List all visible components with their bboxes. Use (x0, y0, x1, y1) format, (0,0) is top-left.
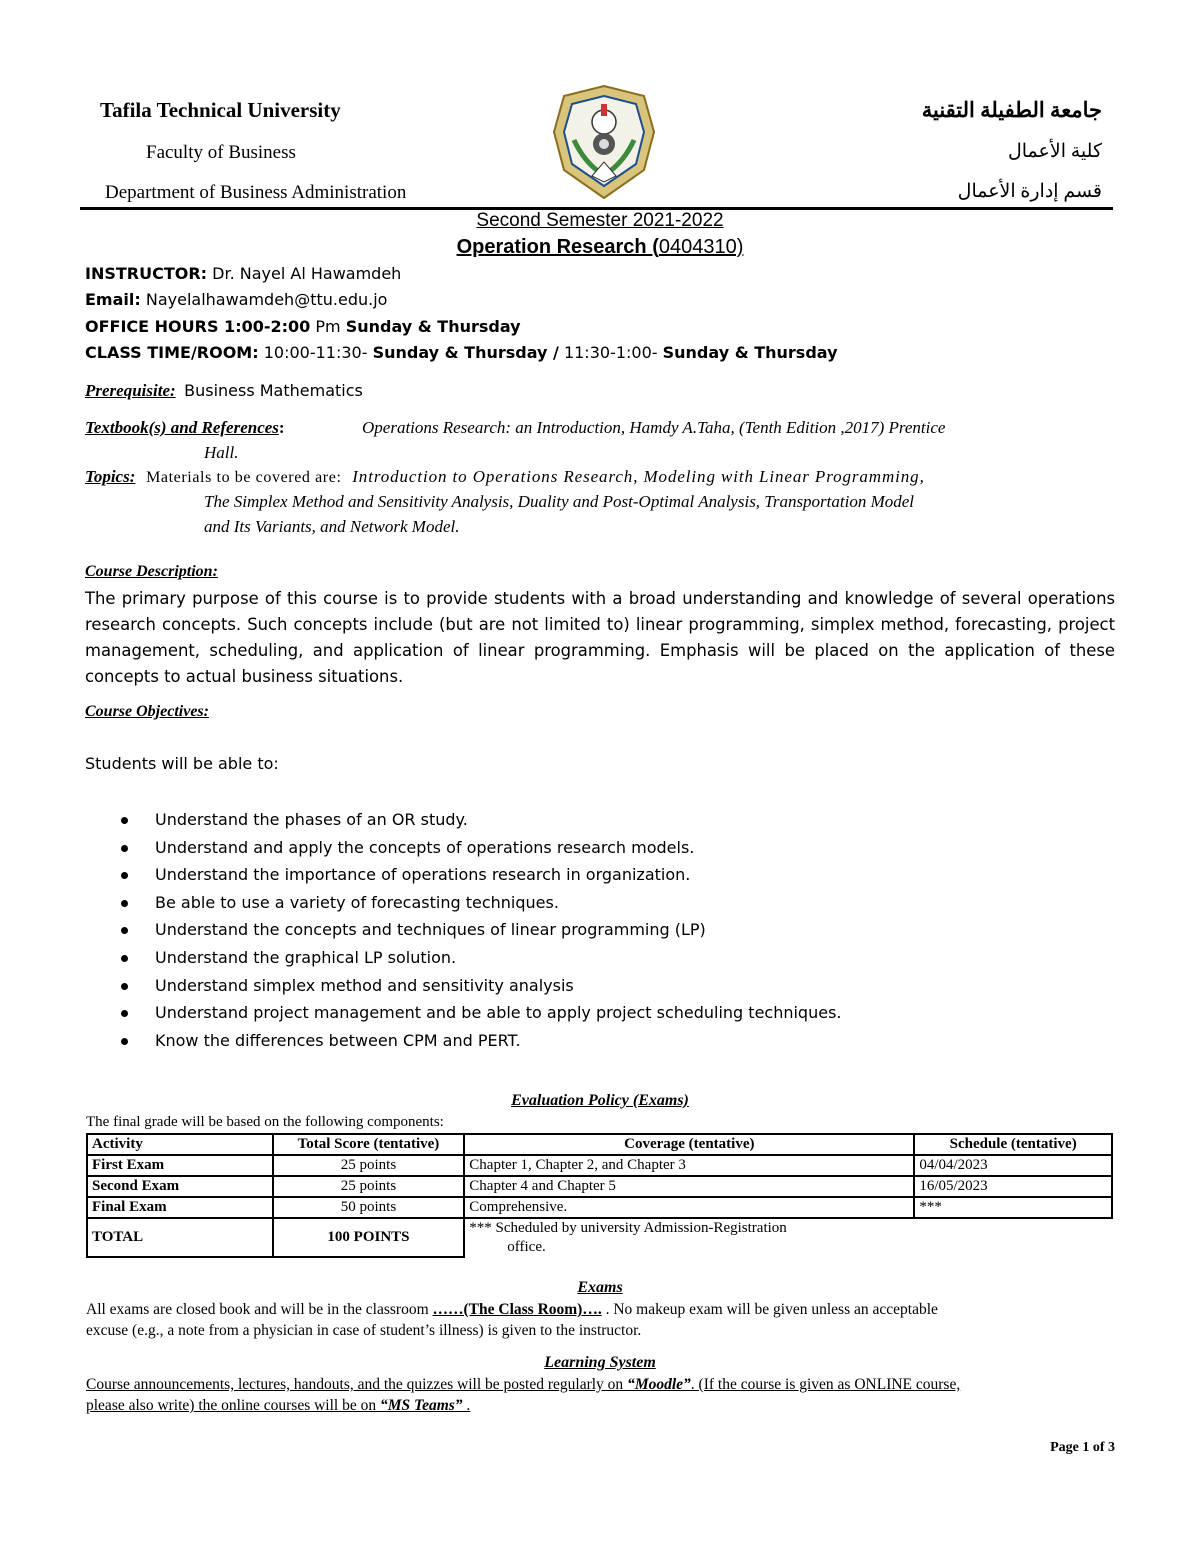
objective-text: Understand the phases of an OR study. (155, 810, 468, 829)
topics-text-1: Introduction to Operations Research, Modeling with Linear Programming, (352, 467, 925, 486)
bullet-icon (121, 955, 128, 962)
table-header: Total Score (tentative) (273, 1134, 465, 1155)
evaluation-heading: Evaluation Policy (Exams) (511, 1092, 689, 1109)
topics-intro: Materials to be covered are: (146, 469, 342, 486)
table-cell: 25 points (273, 1155, 465, 1176)
class-time-2: 11:30-1:00- (558, 343, 663, 362)
page-number: Page 1 of 3 (1050, 1440, 1115, 1455)
instructor-line (85, 264, 401, 283)
class-time-line (85, 343, 838, 362)
learning-text-end: . (462, 1397, 471, 1414)
office-hours-line (85, 317, 521, 336)
table-cell: *** (914, 1197, 1112, 1218)
semester: Second Semester 2021-2022 (476, 210, 724, 231)
exams-text-after: . No makeup exam will be given unless an acceptable (601, 1301, 938, 1318)
course-name: Operation Research ( (456, 236, 659, 258)
table-header-row (87, 1134, 1112, 1155)
table-cell: First Exam (87, 1155, 273, 1176)
objectives-list (105, 806, 842, 1054)
table-cell: Final Exam (87, 1197, 273, 1218)
exams-heading: Exams (577, 1279, 623, 1296)
textbook-line-1: Operations Research: an Introduction, Hamdy A.Taha, (Tenth Edition ,2017) Prentice (362, 418, 946, 437)
office-hours-days: Sunday & Thursday (345, 317, 521, 336)
list-item (105, 834, 842, 862)
table-row (87, 1197, 1112, 1218)
topics-label: Topics: (85, 467, 136, 486)
university-name-ar: جامعة الطفيلة التقنية (921, 98, 1102, 122)
table-cell: Second Exam (87, 1176, 273, 1197)
topics-text-3: and Its Variants, and Network Model. (204, 517, 460, 536)
bullet-icon (121, 927, 128, 934)
objective-text: Be able to use a variety of forecasting techniques. (155, 892, 559, 912)
university-name-en: Tafila Technical University (100, 98, 341, 122)
email-label: Email: (85, 290, 141, 309)
table-header: Activity (87, 1134, 273, 1155)
department-name-ar: قسم إدارة الأعمال (957, 181, 1102, 202)
total-value: 100 POINTS (273, 1218, 465, 1257)
table-row (87, 1155, 1112, 1176)
bullet-icon (121, 872, 128, 879)
topics-line-1 (85, 467, 925, 487)
evaluation-intro: The final grade will be based on the following components: (86, 1114, 444, 1130)
table-cell: 16/05/2023 (914, 1176, 1112, 1197)
list-item (105, 999, 842, 1027)
table-row (87, 1218, 1112, 1257)
bullet-icon (121, 817, 128, 824)
objective-text: Understand the importance of operations research in organization. (155, 865, 691, 885)
class-days-1: Sunday & Thursday / (372, 343, 559, 362)
learning-moodle: “Moodle” (627, 1376, 691, 1393)
table-cell: 04/04/2023 (914, 1155, 1112, 1176)
office-hours-label: OFFICE HOURS 1:00-2:00 (85, 317, 311, 336)
prerequisite-value: Business Mathematics (184, 381, 363, 400)
learning-heading: Learning System (544, 1354, 656, 1371)
university-logo-icon (544, 82, 664, 202)
bullet-icon (121, 845, 128, 852)
instructor-value: Dr. Nayel Al Hawamdeh (207, 264, 402, 283)
bullet-icon (121, 983, 128, 990)
class-time-1: 10:00-11:30- (258, 343, 373, 362)
department-name-en: Department of Business Administration (105, 182, 407, 203)
prerequisite-line (85, 381, 363, 401)
table-cell: Comprehensive. (464, 1197, 914, 1218)
objective-text: Know the differences between CPM and PERT. (155, 1030, 521, 1050)
list-item (105, 889, 842, 917)
learning-text: Course announcements, lectures, handouts, and the quizzes will be posted regularly on (86, 1376, 628, 1393)
exams-line-2: excuse (e.g., a note from a physician in case of student’s illness) is given to the instructor. (86, 1322, 642, 1339)
textbook-colon: : (278, 418, 285, 437)
exams-room: ……(The Class Room)…. (432, 1301, 602, 1318)
total-label: TOTAL (87, 1218, 273, 1257)
table-cell: Chapter 1, Chapter 2, and Chapter 3 (464, 1155, 914, 1176)
learning-text-after: . (If the course is given as ONLINE course, (690, 1376, 961, 1393)
email-line (85, 290, 387, 309)
objective-text: Understand and apply the concepts of operations research models. (155, 837, 695, 857)
empty-cell (914, 1218, 1112, 1257)
bullet-icon (121, 1010, 128, 1017)
email-value: Nayelalhawamdeh@ttu.edu.jo (140, 290, 388, 309)
objective-text: Understand the graphical LP solution. (155, 947, 457, 967)
objective-text: Understand the concepts and techniques of linear programming (LP) (155, 920, 706, 940)
prerequisite-label: Prerequisite: (85, 381, 176, 400)
class-time-label: CLASS TIME/ROOM: (85, 343, 259, 362)
table-header: Schedule (tentative) (914, 1134, 1112, 1155)
exams-line-1 (86, 1301, 938, 1319)
instructor-label: INSTRUCTOR: (85, 264, 208, 283)
faculty-name-ar: كلية الأعمال (1007, 141, 1102, 162)
faculty-name-en: Faculty of Business (146, 142, 296, 163)
objectives-heading: Course Objectives: (85, 703, 209, 720)
bullet-icon (121, 1038, 128, 1045)
list-item (105, 972, 842, 1000)
description-text: The primary purpose of this course is to provide students with a broad understanding and knowledge of several operations research concepts. Such concepts include (but are not limited to) linear programming, simplex method, forecasting, project management, scheduling, and application of linear programming. Emphasis will be placed on the application of these concepts to actual business situations. (85, 589, 1115, 686)
course-code: 0404310) (658, 236, 744, 258)
learning-line-1 (86, 1376, 960, 1394)
list-item (105, 916, 842, 944)
description-heading: Course Description: (85, 563, 218, 580)
list-item (105, 944, 842, 972)
textbook-label: Textbook(s) and References (85, 418, 279, 437)
bullet-icon (121, 900, 128, 907)
list-item (105, 861, 842, 889)
note-line-2: office. (507, 1239, 546, 1255)
textbook-line-2: Hall. (204, 443, 239, 462)
schedule-note (464, 1218, 914, 1257)
table-header: Coverage (tentative) (464, 1134, 914, 1155)
objective-text: Understand project management and be able to apply project scheduling techniques. (155, 1003, 842, 1023)
table-cell: Chapter 4 and Chapter 5 (464, 1176, 914, 1197)
objective-text: Understand simplex method and sensitivity analysis (155, 975, 574, 995)
course-title (0, 236, 1200, 259)
class-days-2: Sunday & Thursday (662, 343, 838, 362)
learning-line-2 (86, 1397, 470, 1415)
textbook-label-wrap (85, 418, 285, 438)
learning-text-2: please also write) the online courses will be on (86, 1397, 380, 1414)
note-line-1: *** Scheduled by university Admission-Registration (469, 1220, 787, 1236)
evaluation-table (86, 1133, 1113, 1258)
list-item (105, 806, 842, 834)
table-row (87, 1176, 1112, 1197)
office-hours-pm: Pm (310, 317, 346, 336)
table-cell: 25 points (273, 1176, 465, 1197)
objectives-intro: Students will be able to: (85, 754, 279, 773)
exams-text: All exams are closed book and will be in the classroom (86, 1301, 433, 1318)
table-cell: 50 points (273, 1197, 465, 1218)
topics-text-2: The Simplex Method and Sensitivity Analysis, Duality and Post-Optimal Analysis, Transportation Model (204, 492, 915, 511)
list-item (105, 1027, 842, 1055)
learning-teams: “MS Teams” (380, 1397, 463, 1414)
